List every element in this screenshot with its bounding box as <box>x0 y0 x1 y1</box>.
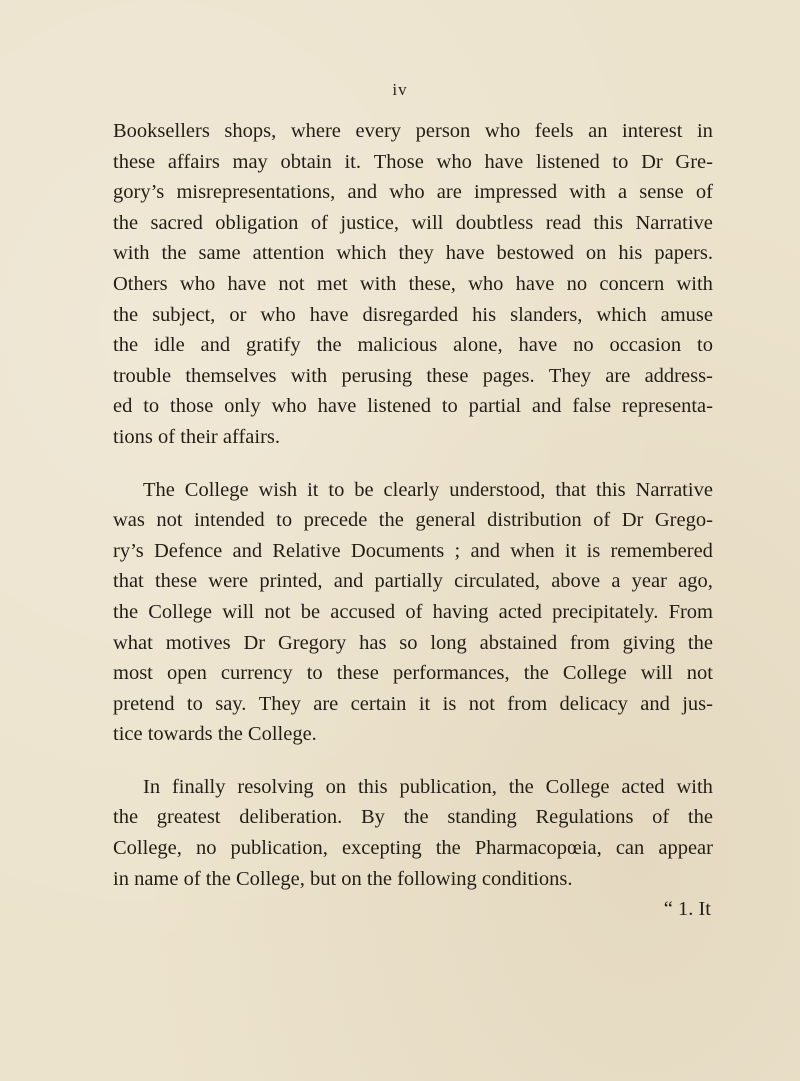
text-line: tice towards the College. <box>113 723 317 746</box>
text-line: trouble themselves with perusing these pages. They are address- <box>113 364 713 387</box>
text-line: ry’s Defence and Relative Documents ; and when it is remembered <box>113 539 713 562</box>
text-line: the subject, or who have disregarded his slanders, which amuse <box>113 303 713 326</box>
paragraph-gap <box>113 750 713 772</box>
text-line: the idle and gratify the malicious alone, have no occasion to <box>113 334 713 357</box>
text-line: what motives Dr Gregory has so long abstained from giving the <box>113 631 713 654</box>
text-line: Booksellers shops, where every person who feels an interest in <box>113 120 713 142</box>
text-line: College, no publication, excepting the Pharmacopœia, can appear <box>113 837 713 860</box>
text-line: In finally resolving on this publication, the College acted with <box>143 775 713 798</box>
text-line: these affairs may obtain it. Those who have listened to Dr Gre- <box>113 150 713 173</box>
text-line: was not intended to precede the general distribution of Dr Grego- <box>113 509 713 532</box>
text-line: with the same attention which they have bestowed on his papers. <box>113 242 713 265</box>
text-line: Others who have not met with these, who have no concern with <box>113 272 713 295</box>
catchword: “ 1. It <box>663 898 711 921</box>
text-line: tions of their affairs. <box>113 425 280 448</box>
text-line: ed to those only who have listened to partial and false representa- <box>113 395 713 418</box>
text-line: pretend to say. They are certain it is not from delicacy and jus- <box>113 692 713 715</box>
body-text <box>113 116 713 925</box>
text-line: the sacred obligation of justice, will doubtless read this Narrative <box>113 211 713 234</box>
paragraph <box>113 772 713 894</box>
text-line: in name of the College, but on the following conditions. <box>113 867 573 890</box>
text-line: the College will not be accused of having acted precipitately. From <box>113 600 713 623</box>
text-line: gory’s misrepresentations, and who are impressed with a sense of <box>113 181 713 204</box>
paragraph <box>113 116 713 453</box>
text-line: that these were printed, and partially circulated, above a year ago, <box>113 570 713 593</box>
page-number: iv <box>392 80 408 99</box>
paragraphs <box>113 116 713 894</box>
text-line: The College wish it to be clearly understood, that this Narrative <box>143 478 713 501</box>
paragraph <box>113 475 713 750</box>
text-line: most open currency to these performances, the College will not <box>113 662 713 685</box>
text-line: the greatest deliberation. By the standing Regulations of the <box>113 806 713 829</box>
paragraph-gap <box>113 453 713 475</box>
